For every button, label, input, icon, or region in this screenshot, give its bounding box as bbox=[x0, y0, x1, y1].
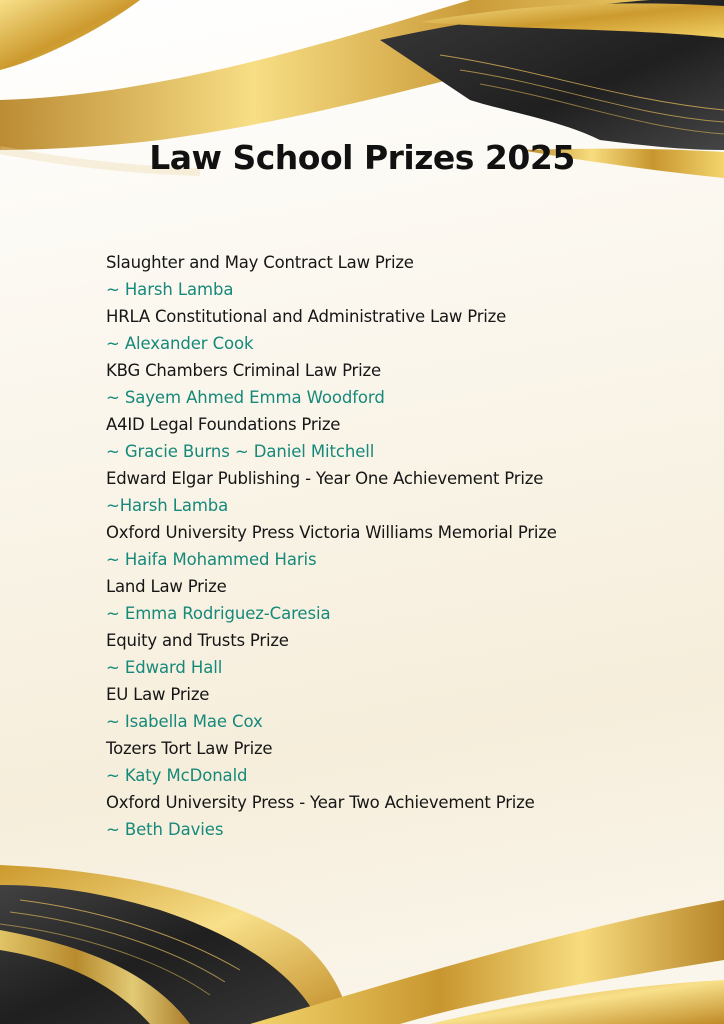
prize-winners: ~Harsh Lamba bbox=[106, 496, 229, 515]
prize-winners: ~ Katy McDonald bbox=[106, 766, 248, 785]
prize-winners: ~ Harsh Lamba bbox=[106, 280, 234, 299]
prize-name: Land Law Prize bbox=[106, 577, 227, 596]
prize-name: Tozers Tort Law Prize bbox=[106, 739, 273, 758]
prize-winners: ~ Sayem Ahmed Emma Woodford bbox=[106, 388, 385, 407]
prize-winners: ~ Edward Hall bbox=[106, 658, 223, 677]
prize-name: Oxford University Press - Year Two Achievement Prize bbox=[106, 793, 535, 812]
bottom-gold-swoosh-decoration bbox=[0, 850, 724, 1024]
prize-winners: ~ Beth Davies bbox=[106, 820, 224, 839]
prize-name: HRLA Constitutional and Administrative Law Prize bbox=[106, 307, 507, 326]
prize-name: Equity and Trusts Prize bbox=[106, 631, 289, 650]
prize-name: KBG Chambers Criminal Law Prize bbox=[106, 361, 381, 380]
prize-winners: ~ Isabella Mae Cox bbox=[106, 712, 263, 731]
prize-name: EU Law Prize bbox=[106, 685, 210, 704]
prize-name: Slaughter and May Contract Law Prize bbox=[106, 253, 414, 272]
prize-name: Edward Elgar Publishing - Year One Achievement Prize bbox=[106, 469, 544, 488]
prize-winners: ~ Emma Rodriguez-Caresia bbox=[106, 604, 331, 623]
prize-list bbox=[106, 249, 706, 843]
prize-name: Oxford University Press Victoria Williams Memorial Prize bbox=[106, 523, 557, 542]
page-title: Law School Prizes 2025 bbox=[149, 138, 575, 177]
prize-winners: ~ Haifa Mohammed Haris bbox=[106, 550, 317, 569]
prize-name: A4ID Legal Foundations Prize bbox=[106, 415, 341, 434]
prize-winners: ~ Alexander Cook bbox=[106, 334, 254, 353]
prize-winners: ~ Gracie Burns ~ Daniel Mitchell bbox=[106, 442, 375, 461]
